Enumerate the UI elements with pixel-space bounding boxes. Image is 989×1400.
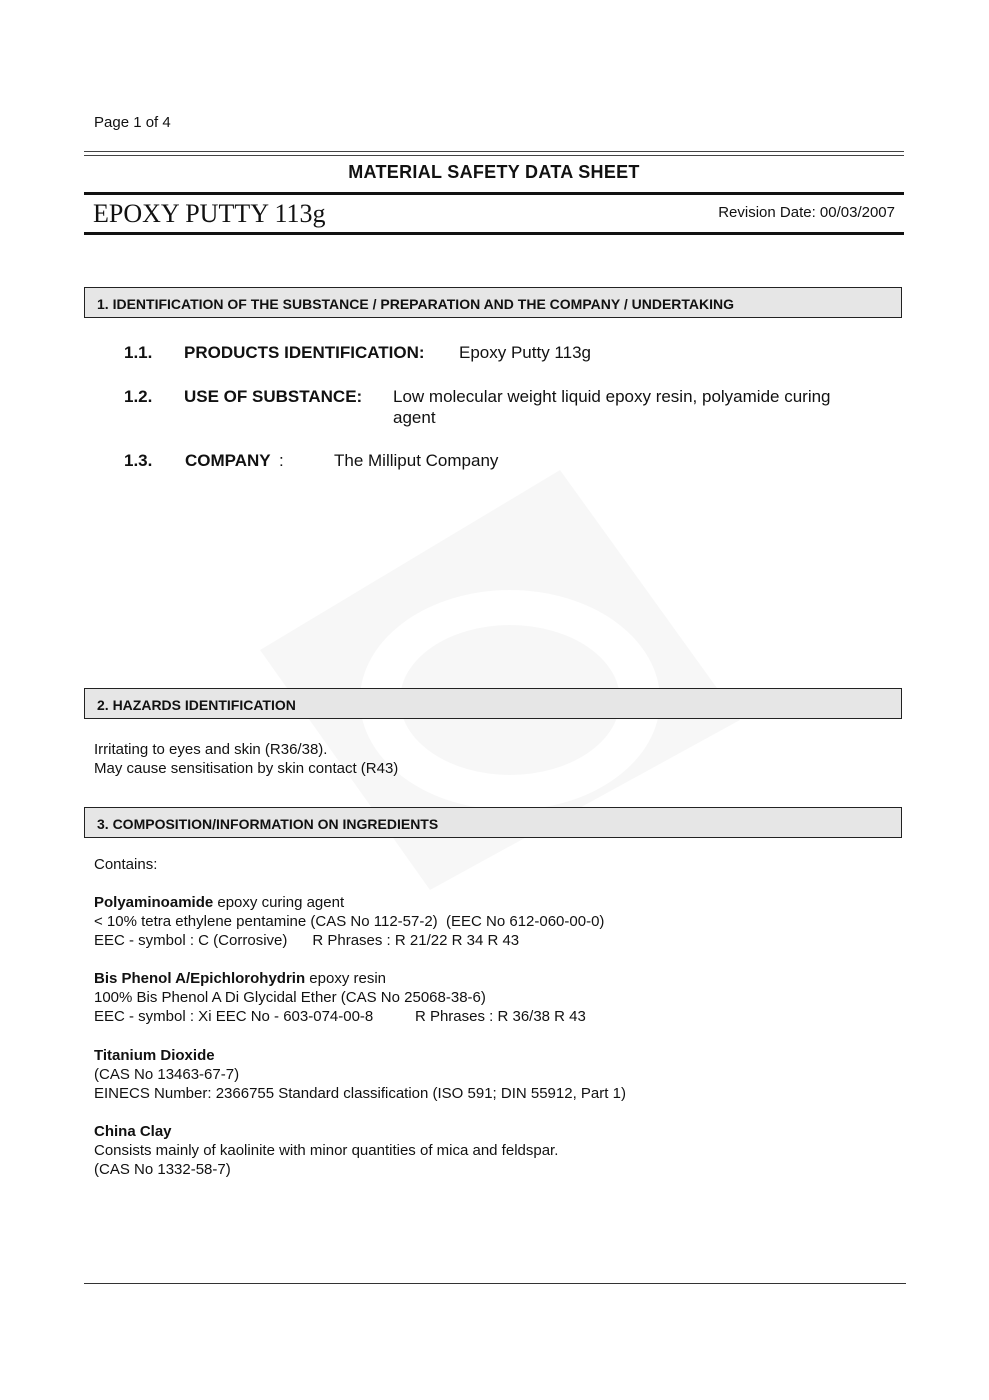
item-value-line-2: agent xyxy=(393,408,436,427)
product-name: EPOXY PUTTY 113g xyxy=(93,199,326,228)
item-label-suffix: : xyxy=(279,451,284,470)
hazard-line: Irritating to eyes and skin (R36/38). xyxy=(94,741,328,758)
ingredient-line: Consists mainly of kaolinite with minor quantities of mica and feldspar. xyxy=(94,1142,559,1159)
item-number: 1.1. xyxy=(124,343,153,362)
top-divider xyxy=(84,151,904,156)
header-bottom-divider xyxy=(84,232,904,235)
ingredient-block xyxy=(94,893,604,950)
ingredient-block xyxy=(94,1122,558,1179)
footer-divider xyxy=(84,1283,906,1284)
section-2-heading xyxy=(84,688,902,719)
item-label: USE OF SUBSTANCE: xyxy=(184,387,363,406)
item-value: The Milliput Company xyxy=(334,451,499,470)
ingredient-name: China Clay xyxy=(94,1123,172,1140)
item-value-line-1: Low molecular weight liquid epoxy resin, polyamide curing xyxy=(393,387,831,406)
item-1-3 xyxy=(0,451,989,475)
ingredient-block xyxy=(94,1046,626,1103)
ingredient-type: epoxy curing agent xyxy=(213,894,345,911)
ingredient-name: Bis Phenol A/Epichlorohydrin xyxy=(94,970,306,987)
page-number: Page 1 of 4 xyxy=(94,114,171,131)
section-1-heading-text: 1. IDENTIFICATION OF THE SUBSTANCE / PREPARATION AND THE COMPANY / UNDERTAKING xyxy=(97,296,735,312)
item-1-2 xyxy=(0,387,989,431)
contains-label: Contains: xyxy=(94,856,158,873)
ingredient-name: Titanium Dioxide xyxy=(94,1047,215,1064)
ingredient-line: (CAS No 13463-67-7) xyxy=(94,1066,240,1083)
item-number: 1.2. xyxy=(124,387,153,406)
ingredient-block xyxy=(94,969,586,1026)
ingredient-line: EEC - symbol : Xi EEC No - 603-074-00-8 R Phrases : R 36/38 R 43 xyxy=(94,1008,586,1025)
item-value: Epoxy Putty 113g xyxy=(459,343,591,362)
document-title: MATERIAL SAFETY DATA SHEET xyxy=(348,162,640,182)
ingredient-name: Polyaminoamide xyxy=(94,894,214,911)
item-label: COMPANY xyxy=(185,451,271,470)
ingredient-type: epoxy resin xyxy=(305,970,387,987)
title-divider xyxy=(84,192,904,195)
ingredient-line: EEC - symbol : C (Corrosive) R Phrases : R 21/22 R 34 R 43 xyxy=(94,932,520,949)
hazard-line: May cause sensitisation by skin contact (R43) xyxy=(94,760,399,777)
section-2-heading-text: 2. HAZARDS IDENTIFICATION xyxy=(97,697,296,713)
item-number: 1.3. xyxy=(124,451,153,470)
revision-date: Revision Date: 00/03/2007 xyxy=(718,204,895,221)
hazards-text xyxy=(94,740,398,778)
item-1-1 xyxy=(0,343,989,367)
section-3-heading xyxy=(84,807,902,838)
item-label: PRODUCTS IDENTIFICATION: xyxy=(184,343,425,362)
ingredient-line: < 10% tetra ethylene pentamine (CAS No 112-57-2) (EEC No 612-060-00-0) xyxy=(94,913,605,930)
section-3-heading-text: 3. COMPOSITION/INFORMATION ON INGREDIENTS xyxy=(97,816,439,832)
ingredient-line: 100% Bis Phenol A Di Glycidal Ether (CAS No 25068-38-6) xyxy=(94,989,486,1006)
ingredient-line: (CAS No 1332-58-7) xyxy=(94,1161,231,1178)
ingredient-line: EINECS Number: 2366755 Standard classification (ISO 591; DIN 55912, Part 1) xyxy=(94,1085,626,1102)
section-1-heading xyxy=(84,287,902,318)
